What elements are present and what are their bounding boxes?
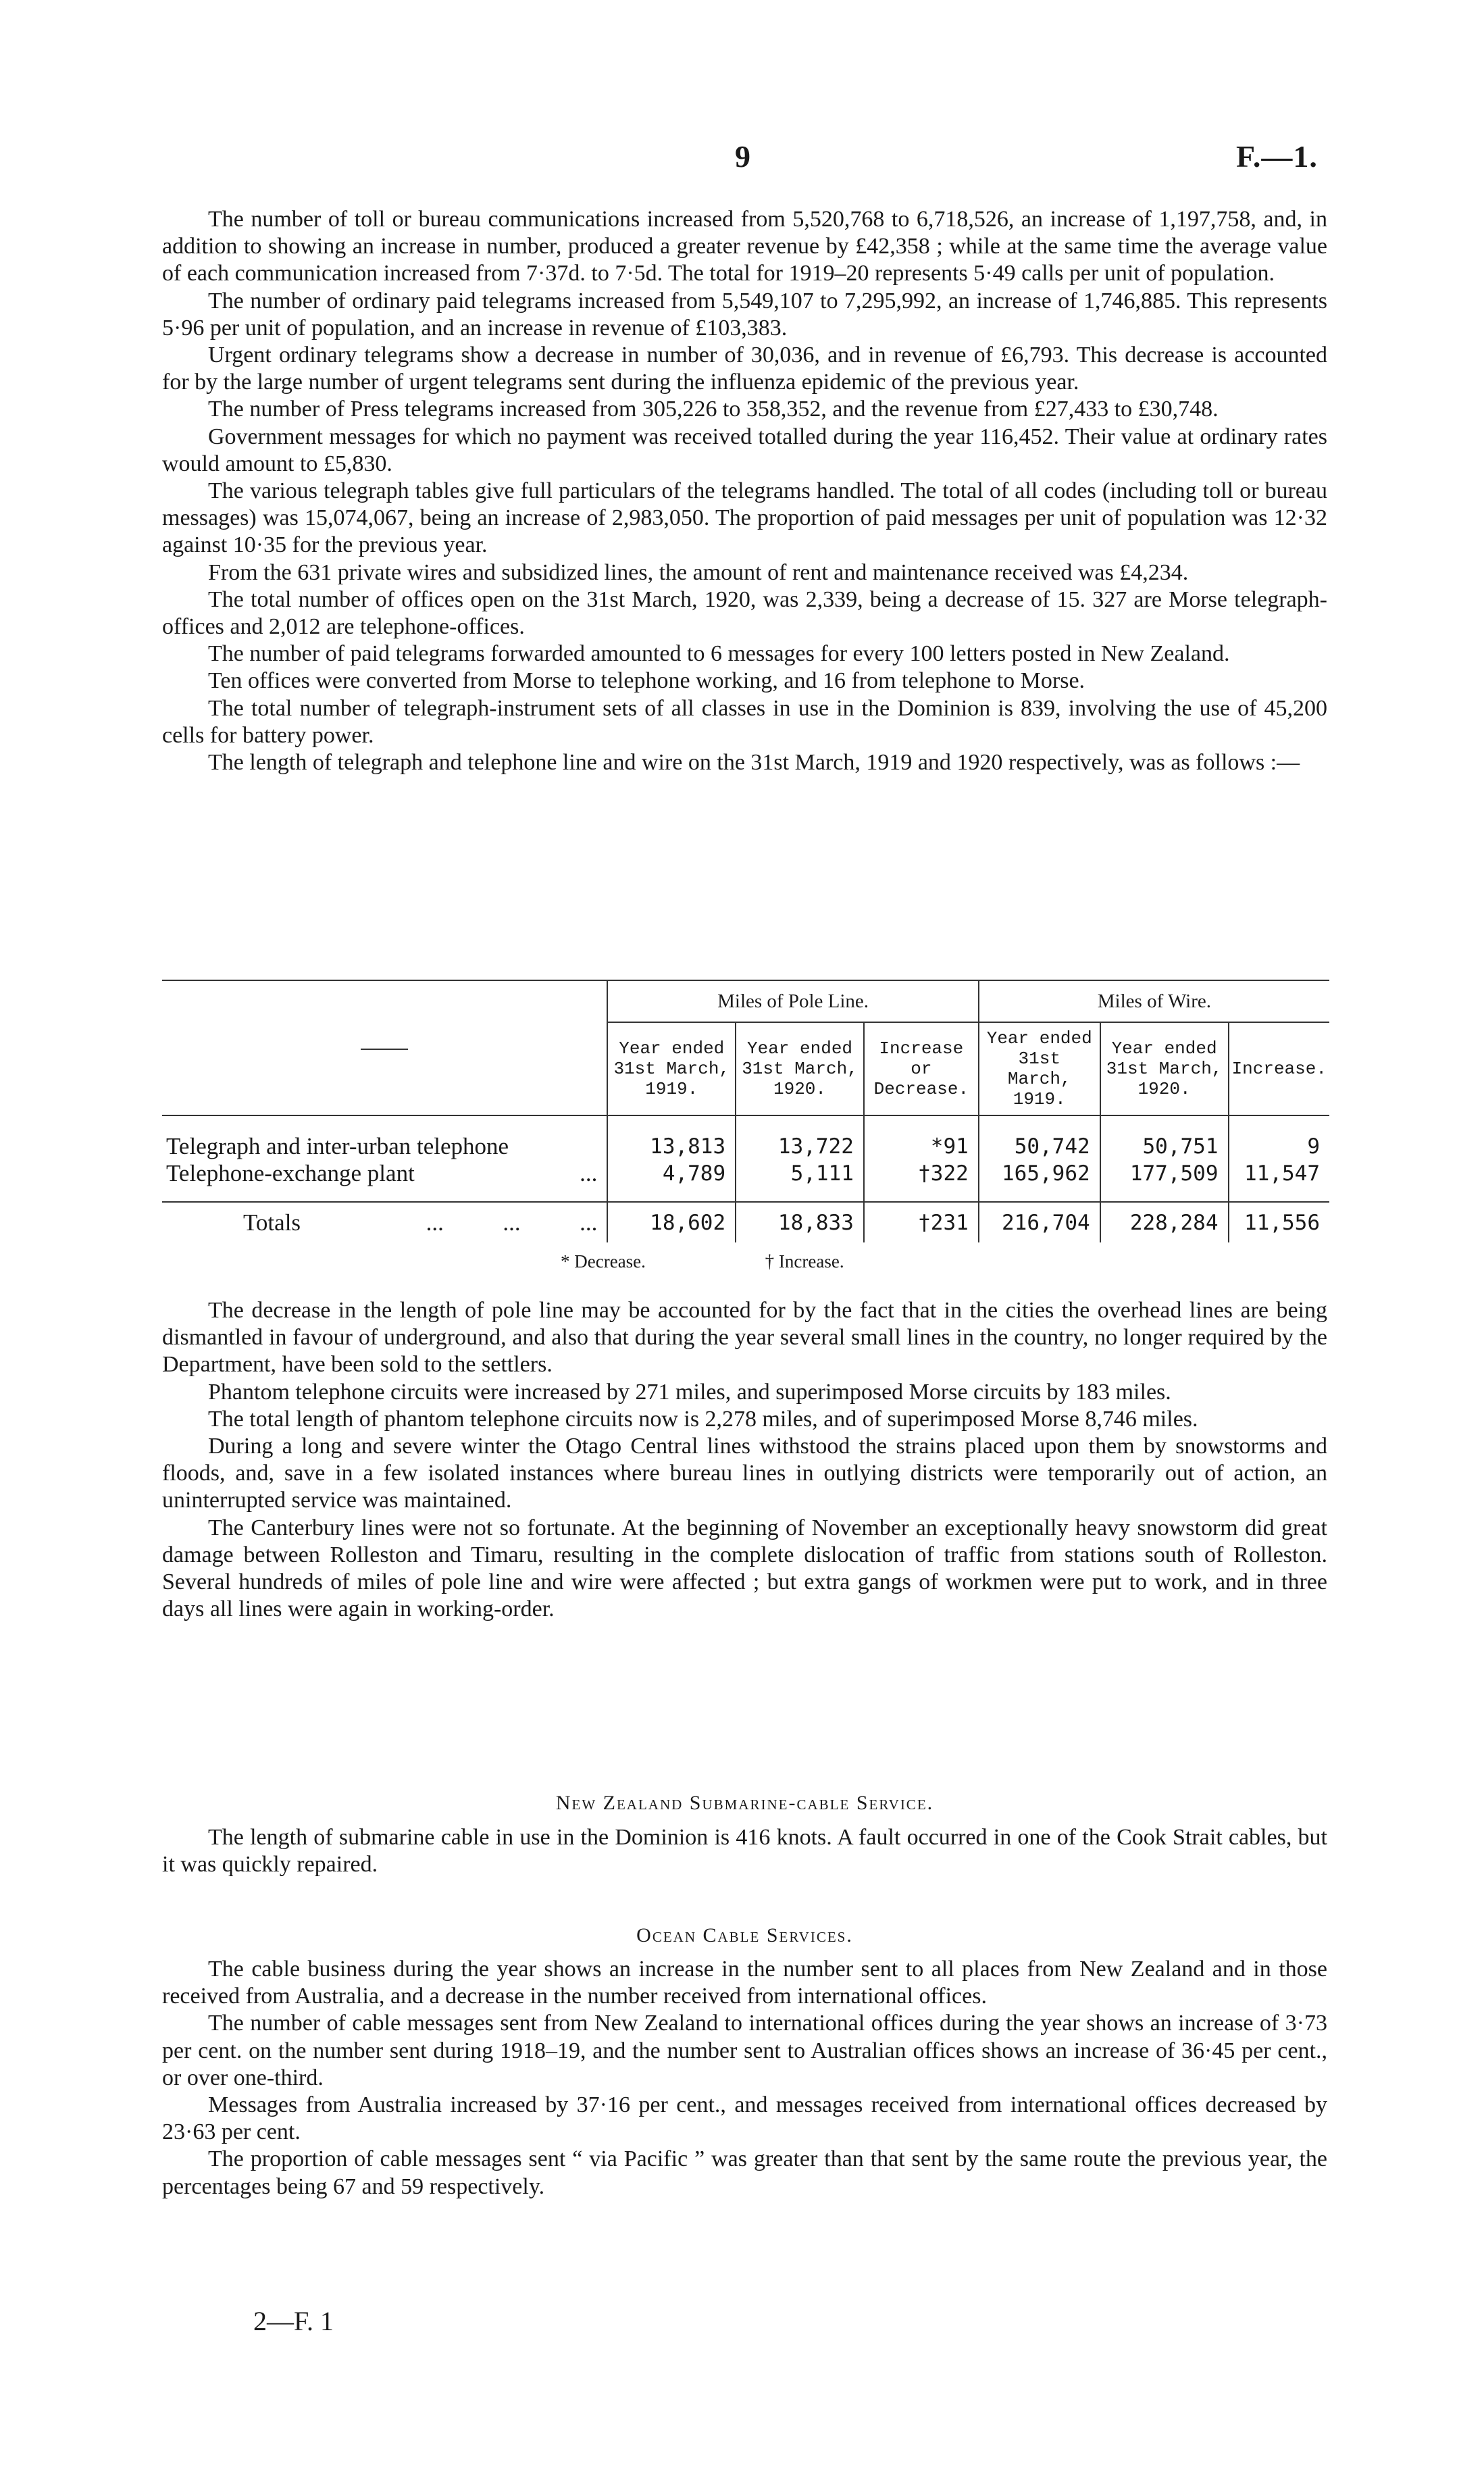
line-and-wire-table bbox=[162, 980, 1329, 1242]
col-pole-change: Increase or Decrease. bbox=[864, 1022, 979, 1115]
paragraph: The number of Press telegrams increased from 305,226 to 358,352, and the revenue from £27,433 to £30,748. bbox=[208, 397, 1219, 422]
col-wire-increase: Increase. bbox=[1229, 1022, 1330, 1115]
paragraph: The length of telegraph and telephone line and wire on the 31st March, 1919 and 1920 respectively, was as follows :— bbox=[208, 750, 1300, 776]
section-submarine-cable bbox=[162, 1824, 1327, 1878]
paragraph: The number of ordinary paid telegrams increased from 5,549,107 to 7,295,992, an increase of 1,746,885. This represents 5·96 per unit of population, and an increase in revenue of £103,383. bbox=[162, 288, 1327, 341]
cell-pole-change: *91 bbox=[864, 1133, 979, 1160]
document-code: F.—1. bbox=[1236, 139, 1318, 174]
cell-pole-1920: 13,722 bbox=[736, 1133, 864, 1160]
paragraph: Government messages for which no payment was received totalled during the year 116,452. Their value at ordinary rates would amount to £5,830. bbox=[162, 424, 1327, 476]
cell-wire-increase: 9 bbox=[1229, 1133, 1330, 1160]
paragraph: The total length of phantom telephone circuits now is 2,278 miles, and of superimposed Morse 8,746 miles. bbox=[208, 1406, 1198, 1432]
paragraph: Urgent ordinary telegrams show a decrease in number of 30,036, and in revenue of £6,793. This decrease is accounted for by the large number of urgent telegrams sent during the influenza epidemic of the previous year. bbox=[162, 343, 1327, 395]
row-label: Telegraph and inter-urban telephone bbox=[166, 1133, 509, 1159]
total-wire-1919: 216,704 bbox=[979, 1202, 1100, 1242]
total-wire-increase: 11,556 bbox=[1229, 1202, 1330, 1242]
heading-submarine-cable: New Zealand Submarine-cable Service. bbox=[555, 1792, 934, 1814]
paragraph: Ten offices were converted from Morse to telephone working, and 16 from telephone to Morse. bbox=[208, 668, 1085, 694]
row-label: Telephone-exchange plant bbox=[166, 1160, 415, 1186]
paragraph: Messages from Australia increased by 37·16 per cent., and messages received from international offices decreased by 23·63 per cent. bbox=[162, 2092, 1327, 2145]
signature-code: 2—F. 1 bbox=[253, 2306, 334, 2336]
total-pole-change: †231 bbox=[864, 1202, 979, 1242]
paragraph: The number of toll or bureau communications increased from 5,520,768 to 6,718,526, an increase of 1,197,758, and, in addition to showing an increase in number, produced a greater revenue by £42,358 ; while at the same time the average value of each communication increased from 7·37d. to 7·5d. The total for 1919–20 represents 5·49 calls per unit of population. bbox=[162, 207, 1327, 286]
heading-ocean-cable: Ocean Cable Services. bbox=[636, 1924, 853, 1946]
paragraph: From the 631 private wires and subsidized lines, the amount of rent and maintenance received was £4,234. bbox=[208, 559, 1189, 585]
section-ocean-cable bbox=[162, 1956, 1327, 2200]
paragraph: The number of paid telegrams forwarded amounted to 6 messages for every 100 letters posted in New Zealand. bbox=[208, 641, 1230, 667]
col-pole-1920: Year ended 31st March, 1920. bbox=[736, 1022, 864, 1115]
paragraph: The proportion of cable messages sent “ via Pacific ” was greater than that sent by the same route the previous year, the percentages being 67 and 59 respectively. bbox=[162, 2146, 1327, 2199]
section-pole-line-notes bbox=[162, 1297, 1327, 1623]
paragraph: The number of cable messages sent from New Zealand to international offices during the year shows an increase of 3·73 per cent. on the number sent during 1918–19, and the number sent to Australian offices shows an increase of 36·45 per cent., or over one-third. bbox=[162, 2011, 1327, 2090]
page-number: 9 bbox=[735, 139, 750, 174]
cell-wire-1919: 165,962 bbox=[979, 1160, 1100, 1187]
cell-wire-1919: 50,742 bbox=[979, 1133, 1100, 1160]
cell-pole-1919: 4,789 bbox=[607, 1160, 736, 1187]
cell-wire-1920: 177,509 bbox=[1100, 1160, 1229, 1187]
total-pole-1919: 18,602 bbox=[607, 1202, 736, 1242]
footnote-decrease: * Decrease. bbox=[561, 1251, 646, 1272]
paragraph: The total number of offices open on the 31st March, 1920, was 2,339, being a decrease of 15. 327 are Morse telegraph-offices and 2,012 are telephone-offices. bbox=[162, 586, 1327, 640]
totals-row bbox=[162, 1202, 1329, 1242]
header-miles-pole-line: Miles of Pole Line. bbox=[607, 980, 978, 1022]
footnote-increase: † Increase. bbox=[765, 1251, 844, 1272]
table-row bbox=[162, 1160, 1329, 1187]
total-pole-1920: 18,833 bbox=[736, 1202, 864, 1242]
col-pole-1919: Year ended 31st March, 1919. bbox=[607, 1022, 736, 1115]
table-row bbox=[162, 1133, 1329, 1160]
paragraph: The length of submarine cable in use in the Dominion is 416 knots. A fault occurred in one of the Cook Strait cables, but it was quickly repaired. bbox=[162, 1825, 1327, 1878]
leader-dots: ... bbox=[580, 1160, 598, 1186]
col-wire-1919: Year ended 31st March, 1919. bbox=[979, 1022, 1100, 1115]
col-wire-1920: Year ended 31st March, 1920. bbox=[1100, 1022, 1229, 1115]
paragraph: The various telegraph tables give full particulars of the telegrams handled. The total of all codes (including toll or bureau messages) was 15,074,067, being an increase of 2,983,050. The proportion of paid messages per unit of population was 12·32 against 10·35 for the previous year. bbox=[162, 478, 1327, 558]
paragraph: During a long and severe winter the Otago Central lines withstood the strains placed upon them by snowstorms and floods, and, save in a few isolated instances where bureau lines in outlying districts were temporarily out of action, an uninterrupted service was maintained. bbox=[162, 1434, 1327, 1513]
cell-wire-1920: 50,751 bbox=[1100, 1133, 1229, 1160]
cell-pole-1919: 13,813 bbox=[607, 1133, 736, 1160]
header-blank bbox=[162, 980, 607, 1115]
paragraph: The decrease in the length of pole line may be accounted for by the fact that in the cities the overhead lines are being dismantled in favour of underground, and also that during the year several small lines in the country, no longer required by the Department, have been sold to the settlers. bbox=[162, 1298, 1327, 1378]
total-wire-1920: 228,284 bbox=[1100, 1202, 1229, 1242]
section-telegraph-statistics bbox=[162, 206, 1327, 776]
paragraph: The total number of telegraph-instrument sets of all classes in use in the Dominion is 839, involving the use of 45,200 cells for battery power. bbox=[162, 695, 1327, 748]
header-miles-wire: Miles of Wire. bbox=[979, 980, 1329, 1022]
cell-pole-1920: 5,111 bbox=[736, 1160, 864, 1187]
leader-dots: ... ... ... bbox=[426, 1209, 598, 1236]
totals-label: Totals bbox=[243, 1209, 301, 1236]
cell-wire-increase: 11,547 bbox=[1229, 1160, 1330, 1187]
paragraph: The cable business during the year shows an increase in the number sent to all places from New Zealand and in those received from Australia, and a decrease in the number received from international offices. bbox=[162, 1957, 1327, 2009]
paragraph: Phantom telephone circuits were increased by 271 miles, and superimposed Morse circuits by 183 miles. bbox=[208, 1379, 1171, 1405]
table-footnotes bbox=[561, 1251, 959, 1272]
paragraph: The Canterbury lines were not so fortunate. At the beginning of November an exceptionally heavy snowstorm did great damage between Rolleston and Timaru, resulting in the complete dislocation of traffic from stations south of Rolleston. Several hundreds of miles of pole line and wire were affected ; but extra gangs of workmen were put to work, and in three days all lines were again in working-order. bbox=[162, 1515, 1327, 1622]
cell-pole-change: †322 bbox=[864, 1160, 979, 1187]
